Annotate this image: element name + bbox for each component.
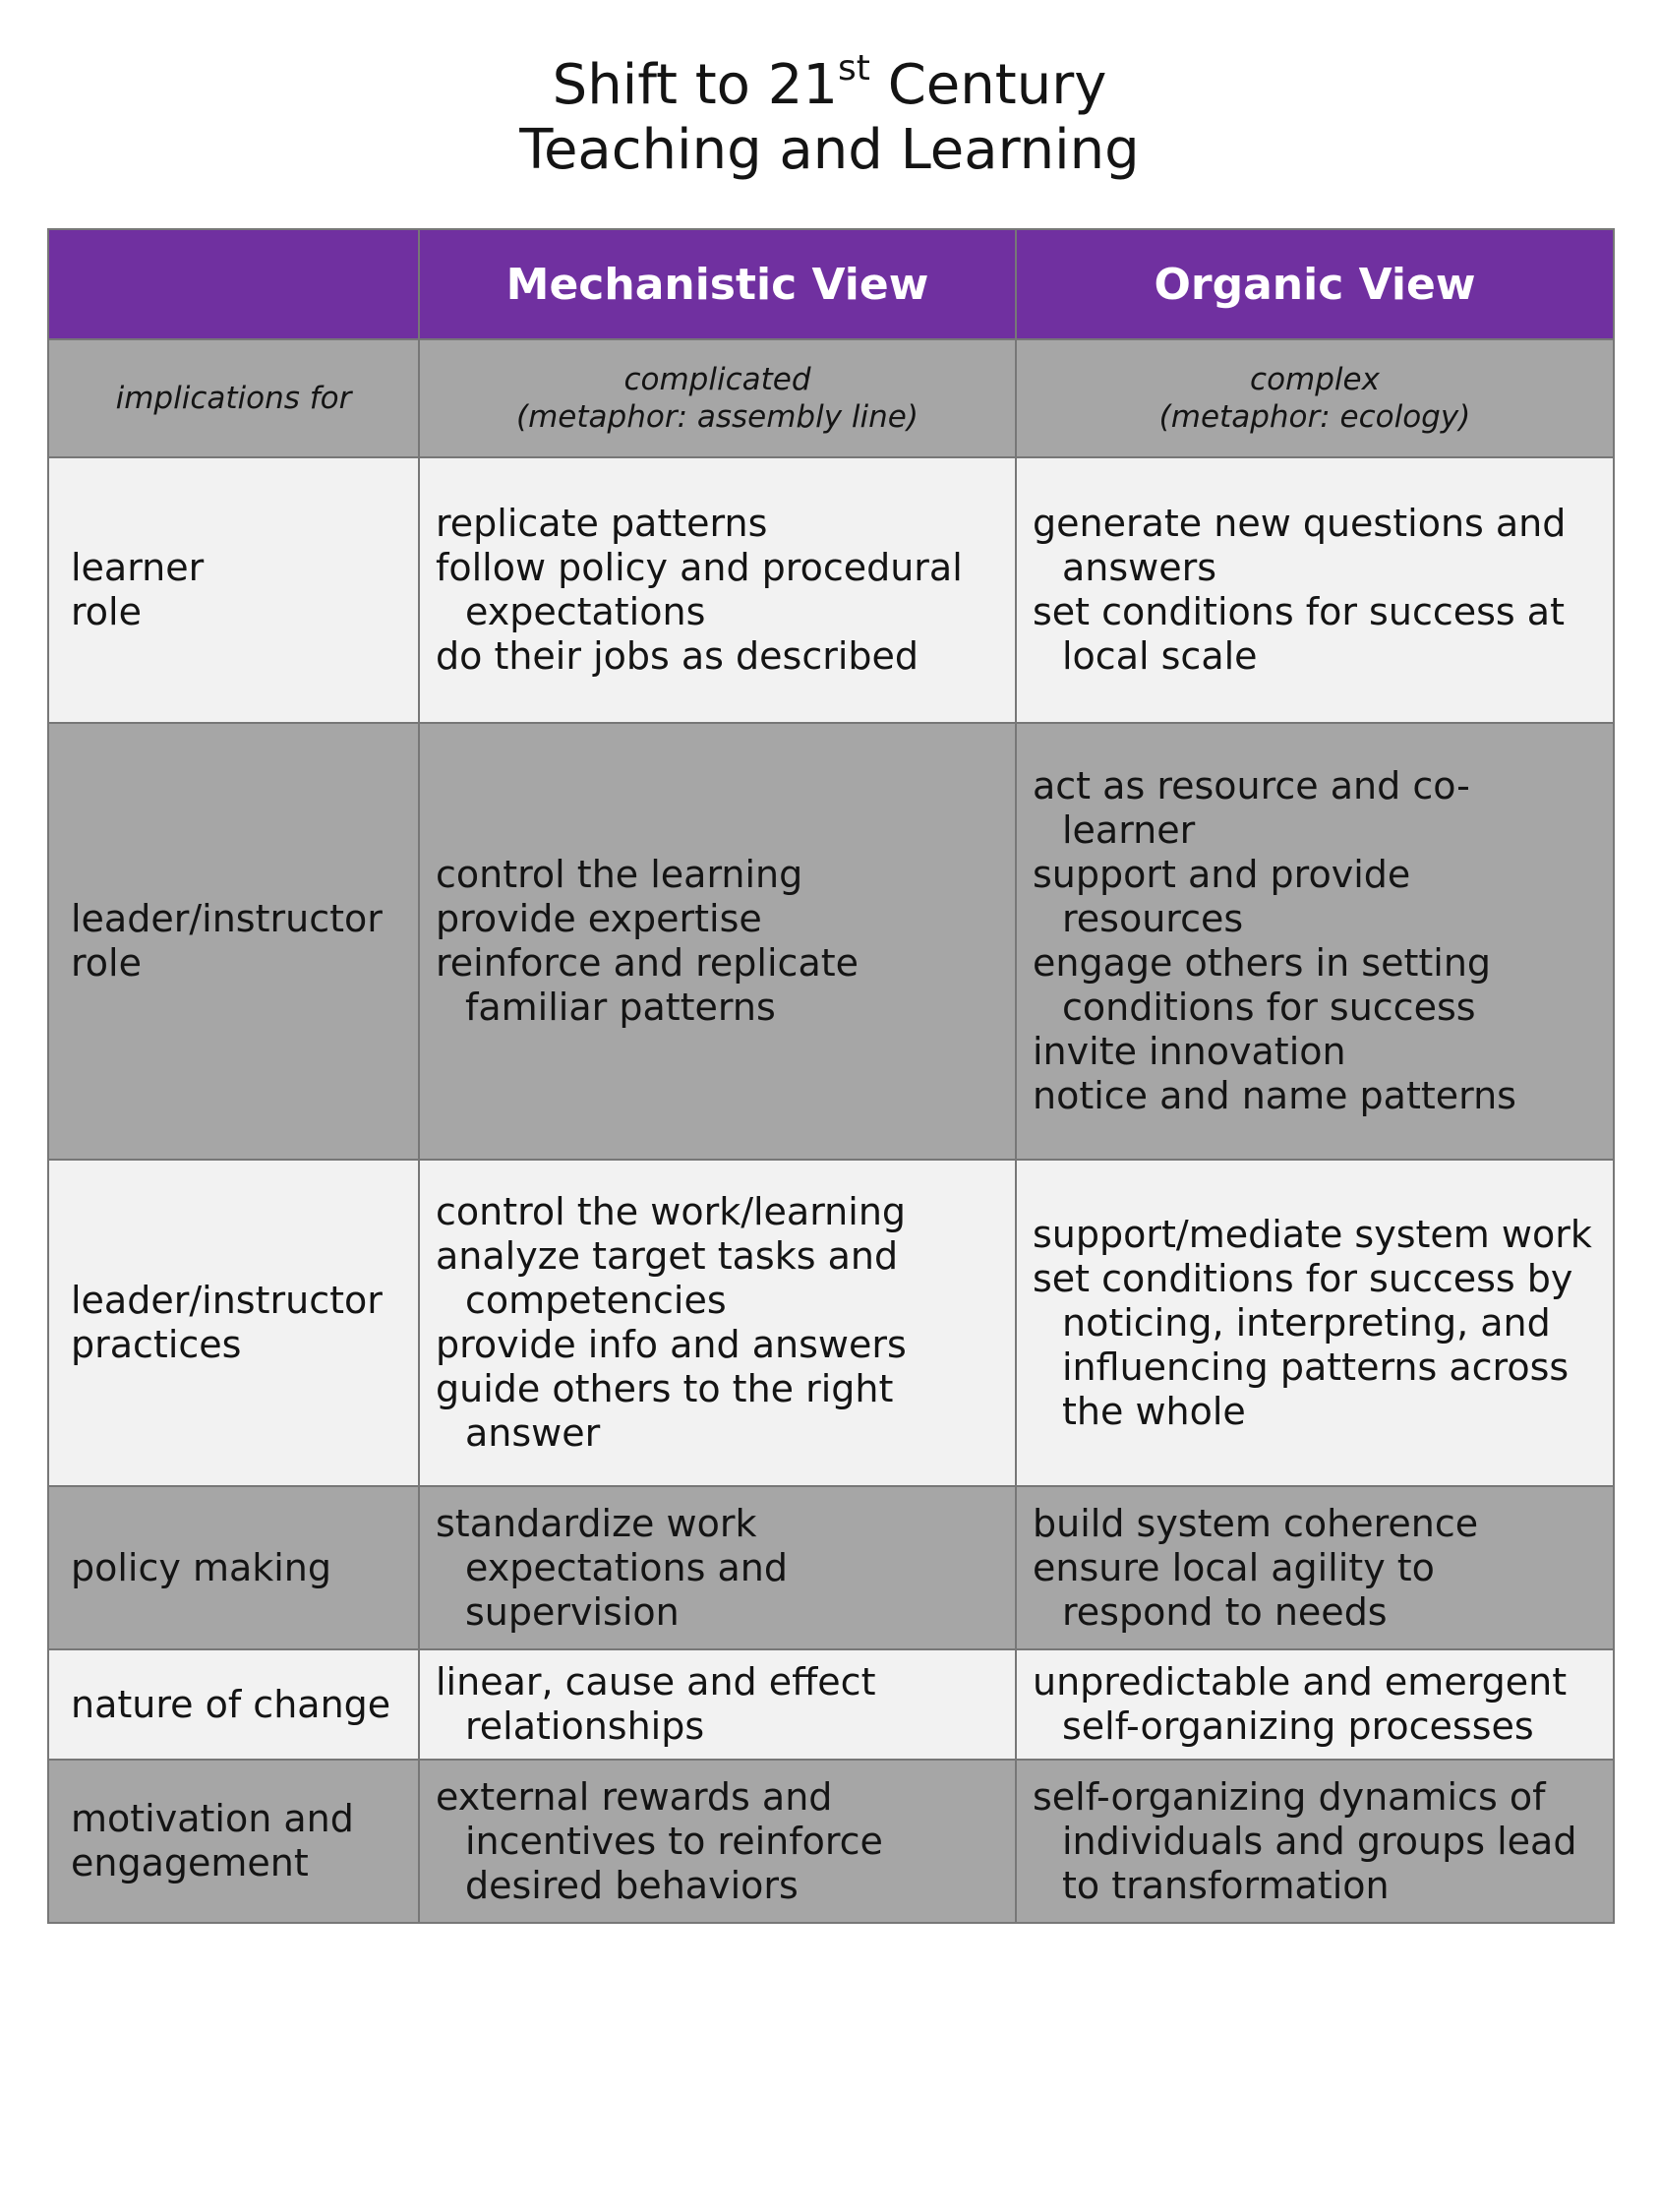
row-label-line: role (71, 590, 142, 633)
organic-item: invite innovation (1033, 1030, 1346, 1073)
row-label-line: nature of change (71, 1682, 391, 1726)
organic-item: set conditions for success by noticing, interpreting, and influencing patterns across the whole (1033, 1256, 1573, 1433)
mechanistic-cell (419, 1160, 1016, 1486)
mechanistic-item: replicate patterns (436, 502, 768, 545)
row-label-line: practices (71, 1323, 242, 1366)
row-label-line: policy making (71, 1545, 332, 1589)
row-label-cell (48, 723, 419, 1160)
organic-item: build system coherence (1033, 1501, 1479, 1545)
header-organic-view: Organic View (1016, 229, 1614, 339)
row-label-cell (48, 1649, 419, 1760)
mechanistic-metaphor-line: (metaphor: assembly line) (516, 399, 918, 435)
organic-item: engage others in setting conditions for success (1033, 941, 1492, 1029)
comparison-table (47, 228, 1615, 1924)
mechanistic-descriptor-line: complicated (623, 362, 811, 397)
row-label-cell (48, 1486, 419, 1649)
mechanistic-item: reinforce and replicate familiar patterns (436, 941, 859, 1029)
row-label-line: leader/instructor (71, 1279, 383, 1322)
row-label-line: engagement (71, 1841, 309, 1884)
title-text: Shift to 21 (552, 53, 839, 117)
table-row (48, 457, 1614, 723)
title-superscript: st (838, 48, 870, 89)
organic-cell (1016, 1160, 1614, 1486)
row-label-line: leader/instructor (71, 897, 383, 940)
mechanistic-cell (419, 1486, 1016, 1649)
organic-metaphor-line: (metaphor: ecology) (1158, 399, 1471, 435)
organic-item: unpredictable and emergent self-organizing processes (1033, 1660, 1568, 1748)
organic-descriptor-line: complex (1250, 362, 1380, 397)
organic-item: self-organizing dynamics of individuals and groups lead to transformation (1033, 1774, 1577, 1907)
mechanistic-item: provide info and answers (436, 1323, 907, 1366)
organic-item: ensure local agility to respond to needs (1033, 1545, 1435, 1634)
row-label-cell (48, 1160, 419, 1486)
mechanistic-item: standardize work expectations and supervision (436, 1501, 788, 1634)
organic-item: support/mediate system work (1033, 1212, 1592, 1256)
page-title (0, 48, 1659, 183)
title-text-end: Century (869, 53, 1107, 117)
mechanistic-item: analyze target tasks and competencies (436, 1234, 899, 1322)
row-label-line: learner (71, 546, 205, 589)
mechanistic-cell (419, 723, 1016, 1160)
organic-item: generate new questions and answers (1033, 502, 1567, 589)
header-corner-cell (48, 229, 419, 339)
row-label-cell (48, 457, 419, 723)
mechanistic-item: do their jobs as described (436, 634, 919, 678)
mechanistic-cell (419, 1649, 1016, 1760)
mechanistic-cell (419, 1760, 1016, 1923)
organic-cell (1016, 1649, 1614, 1760)
table-row (48, 723, 1614, 1160)
table-row (48, 1486, 1614, 1649)
header-row (48, 229, 1614, 339)
organic-item: set conditions for success at local scale (1033, 590, 1565, 678)
row-label-cell (48, 1760, 419, 1923)
mechanistic-cell (419, 457, 1016, 723)
mechanistic-descriptor (419, 339, 1016, 457)
table-row (48, 1160, 1614, 1486)
implications-label: implications for (48, 339, 419, 457)
mechanistic-item: guide others to the right answer (436, 1367, 894, 1455)
organic-cell (1016, 457, 1614, 723)
mechanistic-item: provide expertise (436, 897, 762, 940)
subheader-row (48, 339, 1614, 457)
table-row (48, 1760, 1614, 1923)
mechanistic-item: external rewards and incentives to reinforce desired behaviors (436, 1774, 883, 1907)
mechanistic-item: linear, cause and effect relationships (436, 1660, 876, 1748)
header-mechanistic-view: Mechanistic View (419, 229, 1016, 339)
organic-cell (1016, 1486, 1614, 1649)
table-body (48, 457, 1614, 1923)
organic-item: act as resource and co-learner (1033, 764, 1470, 852)
row-label-line: motivation and (71, 1797, 354, 1840)
mechanistic-item: control the work/learning (436, 1190, 907, 1233)
organic-cell (1016, 1760, 1614, 1923)
title-line-2: Teaching and Learning (519, 118, 1140, 182)
row-label-line: role (71, 941, 142, 985)
mechanistic-item: control the learning (436, 853, 803, 896)
organic-cell (1016, 723, 1614, 1160)
table-row (48, 1649, 1614, 1760)
mechanistic-item: follow policy and procedural expectations (436, 546, 963, 633)
organic-descriptor (1016, 339, 1614, 457)
title-line-1 (0, 48, 1659, 118)
organic-item: notice and name patterns (1033, 1074, 1516, 1117)
organic-item: support and provide resources (1033, 853, 1411, 940)
